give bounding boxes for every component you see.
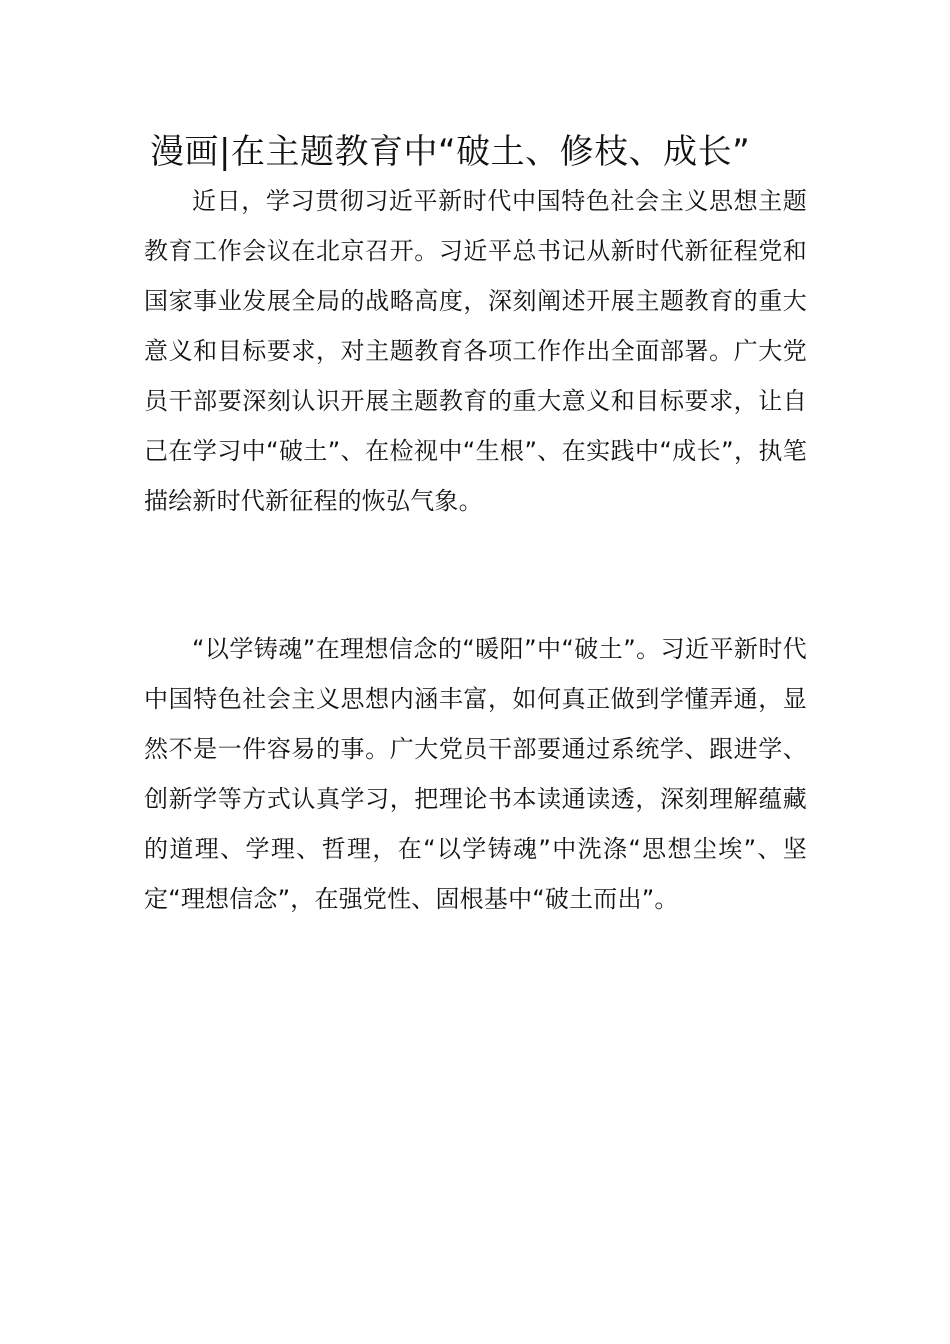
document-title: 漫画|在主题教育中“破土、修枝、成长” — [150, 132, 751, 172]
paragraph-learning: “以学铸魂”在理想信念的“暖阳”中“破土”。习近平新时代中国特色社会主义思想内涵丰富，如何真正做到学懂弄通，显然不是一件容易的事。广大党员干部要通过系统学、跟进学、创新学等方式认真学习，把理论书本读通读透，深刻理解蕴藏的道理、学理、哲理，在“以学铸魂”中洗涤“思想尘埃”、坚定“理想信念”，在强党性、固根基中“破土而出”。 — [144, 635, 807, 913]
paragraph-intro: 近日，学习贯彻习近平新时代中国特色社会主义思想主题教育工作会议在北京召开。习近平总书记从新时代新征程党和国家事业发展全局的战略高度，深刻阐述开展主题教育的重大意义和目标要求，对主题教育各项工作作出全面部署。广大党员干部要深刻认识开展主题教育的重大意义和目标要求，让自己在学习中“破土”、在检视中“生根”、在实践中“成长”，执笔描绘新时代新征程的恢弘气象。 — [144, 187, 807, 515]
